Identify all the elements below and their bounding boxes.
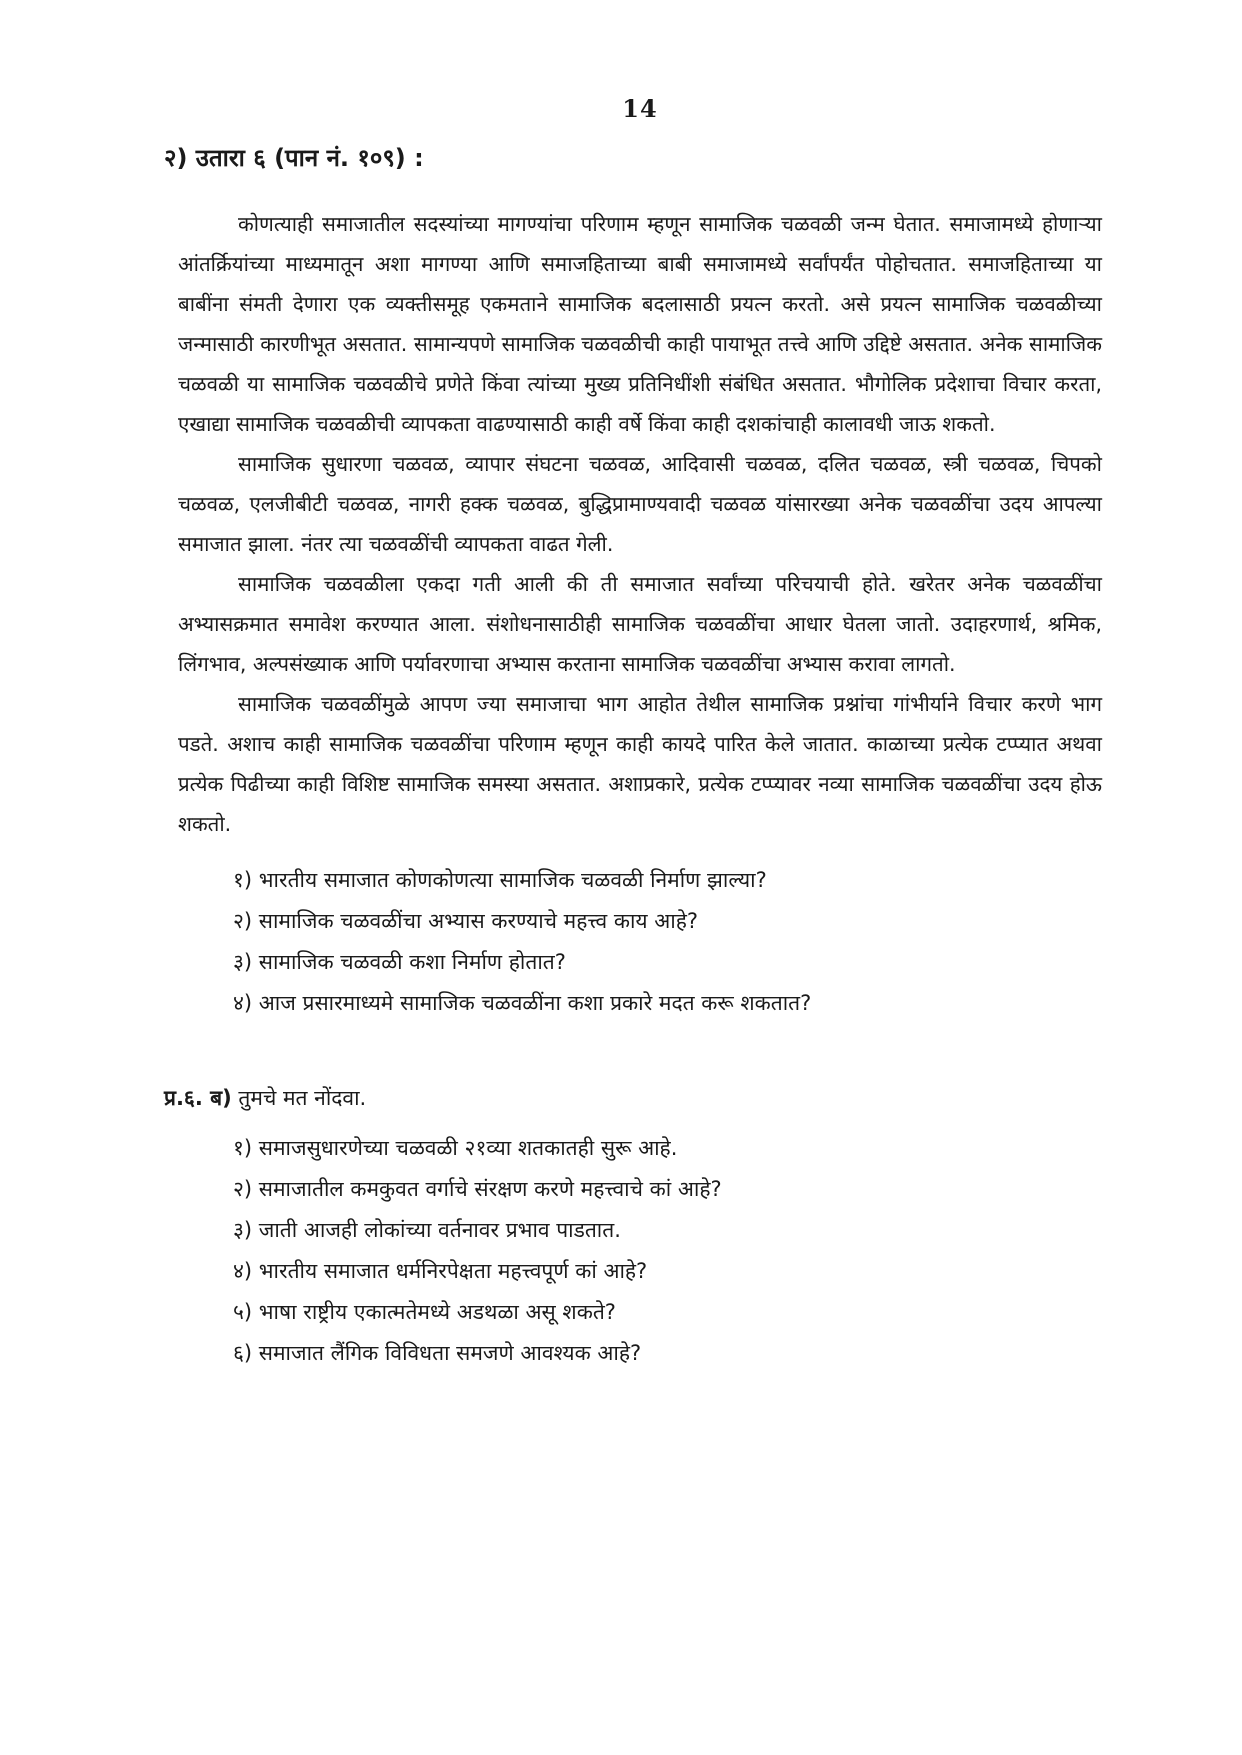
question-list	[233, 860, 1102, 1024]
subsection-label: प्र.६. ब)	[164, 1086, 232, 1110]
opinion-item: ३) जाती आजही लोकांच्या वर्तनावर प्रभाव पाडतात.	[233, 1218, 621, 1242]
passage-paragraph: सामाजिक चळवळीला एकदा गती आली की ती समाजात सर्वांच्या परिचयाची होते. खरेतर अनेक चळवळींचा अभ्यासक्रमात समावेश करण्यात आला. संशोधनासाठीही सामाजिक चळवळींचा आधार घेतला जातो. उदाहरणार्थ, श्रमिक, लिंगभाव, अल्पसंख्याक आणि पर्यावरणाचा अभ्यास करताना सामाजिक चळवळींचा अभ्यास करावा लागतो.	[178, 572, 1102, 676]
question-item: २) सामाजिक चळवळींचा अभ्यास करण्याचे महत्त्व काय आहे?	[233, 909, 699, 933]
opinion-item: १) समाजसुधारणेच्या चळवळी २१व्या शतकातही सुरू आहे.	[233, 1136, 678, 1160]
subsection-instruction: तुमचे मत नोंदवा.	[238, 1086, 367, 1110]
opinion-item: ४) भारतीय समाजात धर्मनिरपेक्षता महत्त्वपूर्ण कां आहे?	[233, 1259, 648, 1283]
passage-paragraph: सामाजिक चळवळींमुळे आपण ज्या समाजाचा भाग आहोत तेथील सामाजिक प्रश्नांचा गांभीर्याने विचार करणे भाग पडते. अशाच काही सामाजिक चळवळींचा परिणाम म्हणून काही कायदे पारित केले जातात. काळाच्या प्रत्येक टप्प्यात अथवा प्रत्येक पिढीच्या काही विशिष्ट सामाजिक समस्या असतात. अशाप्रकारे, प्रत्येक टप्प्यावर नव्या सामाजिक चळवळींचा उदय होऊ शकतो.	[178, 692, 1102, 836]
opinion-item: ५) भाषा राष्ट्रीय एकात्मतेमध्ये अडथळा असू शकते?	[233, 1300, 616, 1324]
question-item: ४) आज प्रसारमाध्यमे सामाजिक चळवळींना कशा प्रकारे मदत करू शकतात?	[233, 991, 812, 1015]
question-item: १) भारतीय समाजात कोणकोणत्या सामाजिक चळवळी निर्माण झाल्या?	[233, 868, 767, 892]
question-item: ३) सामाजिक चळवळी कशा निर्माण होतात?	[233, 950, 566, 974]
opinion-item: ६) समाजात लैंगिक विविधता समजणे आवश्यक आहे?	[233, 1341, 642, 1365]
passage-paragraph: सामाजिक सुधारणा चळवळ, व्यापार संघटना चळवळ, आदिवासी चळवळ, दलित चळवळ, स्त्री चळवळ, चिपको चळवळ, एलजीबीटी चळवळ, नागरी हक्क चळवळ, बुद्धिप्रामाण्यवादी चळवळ यांसारख्या अनेक चळवळींचा उदय आपल्या समाजात झाला. नंतर त्या चळवळींची व्यापकता वाढत गेली.	[178, 452, 1102, 556]
section-heading: २) उतारा ६ (पान नं. १०९) :	[164, 144, 424, 172]
passage	[178, 204, 1102, 844]
opinion-item: २) समाजातील कमकुवत वर्गाचे संरक्षण करणे महत्त्वाचे कां आहे?	[233, 1177, 722, 1201]
subsection-heading	[164, 1084, 1102, 1112]
passage-paragraph: कोणत्याही समाजातील सदस्यांच्या मागण्यांचा परिणाम म्हणून सामाजिक चळवळी जन्म घेतात. समाजामध्ये होणाऱ्या आंतर्क्रियांच्या माध्यमातून अशा मागण्या आणि समाजहिताच्या बाबी समाजामध्ये सर्वांपर्यंत पोहोचतात. समाजहिताच्या या बाबींना संमती देणारा एक व्यक्तीसमूह एकमताने सामाजिक बदलासाठी प्रयत्न करतो. असे प्रयत्न सामाजिक चळवळीच्या जन्मासाठी कारणीभूत असतात. सामान्यपणे सामाजिक चळवळीची काही पायाभूत तत्त्वे आणि उद्दिष्टे असतात. अनेक सामाजिक चळवळी या सामाजिक चळवळीचे प्रणेते किंवा त्यांच्या मुख्य प्रतिनिधींशी संबंधित असतात. भौगोलिक प्रदेशाचा विचार करता, एखाद्या सामाजिक चळवळीची व्यापकता वाढण्यासाठी काही वर्षे किंवा काही दशकांचाही कालावधी जाऊ शकतो.	[178, 212, 1102, 436]
page-number: 14	[622, 94, 658, 123]
opinion-list	[233, 1128, 1102, 1374]
